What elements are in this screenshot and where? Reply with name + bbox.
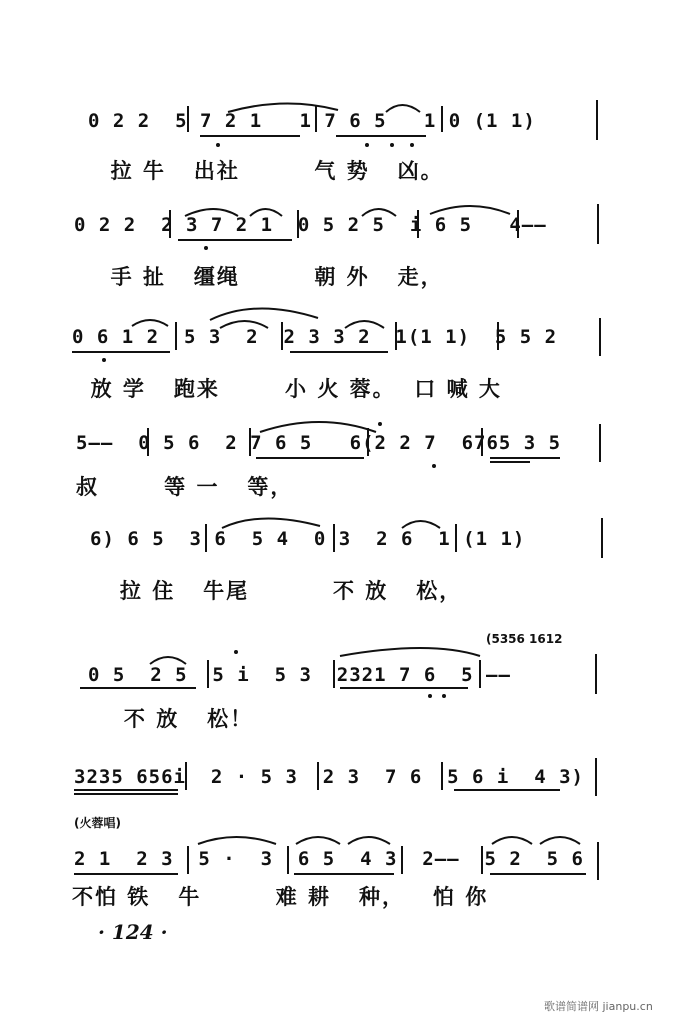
octave-dot [442, 694, 446, 698]
notation-line-5: 6) 6 5 3 6 5 4 0 3 2 6 1 (1 1) [90, 528, 526, 550]
site-watermark: 歌谱简谱网 jianpu.cn [544, 1000, 653, 1013]
lyrics-line-6: 不 放 松！ [96, 706, 254, 731]
octave-dot [204, 246, 208, 250]
notation-line-7: 3235 656i 2 · 5 3 2 3 7 6 5 6 i 4 3) [74, 766, 584, 788]
notation-line-2: 0 2 2 2 3 7 2 1 0 5 2 5 i 6 5 4—— [74, 214, 547, 236]
page-number: · 124 · [98, 920, 168, 944]
lyrics-line-4: 叔 等 一 等， [76, 474, 294, 499]
slur [210, 308, 318, 320]
slur [402, 521, 440, 528]
octave-dot [428, 694, 432, 698]
octave-dot [378, 422, 382, 426]
notation-line-6: 0 5 2 5 5 i 5 3 2321 7 6 5 —— [88, 664, 511, 686]
notation-line-4: 5—— 0 5 6 2 7 6 5 6(2 2 7 6765 3 5 [76, 432, 562, 454]
slur [430, 206, 510, 214]
lyrics-line-5: 拉 住 牛尾 不 放 松， [92, 578, 463, 603]
slur [150, 657, 186, 664]
octave-dot [432, 464, 436, 468]
slur [260, 422, 376, 432]
notation-line-8: 2 1 2 3 5 · 3 6 5 4 3 2—— 5 2 5 6 [74, 848, 584, 870]
octave-dot [102, 358, 106, 362]
slur [340, 648, 480, 656]
octave-dot [234, 650, 238, 654]
slur [296, 837, 340, 844]
slur [540, 837, 580, 844]
slur [222, 518, 320, 528]
slur [492, 837, 532, 844]
lyrics-line-3: 放 学 跑来 小 火 蓉。 口 喊 大 [72, 376, 502, 401]
bracket-annotation: (5356 1612 [486, 632, 563, 646]
octave-dot [410, 143, 414, 147]
slur [198, 837, 276, 844]
octave-dot [216, 143, 220, 147]
singer-annotation: (火蓉唱) [74, 816, 121, 830]
octave-dot [365, 143, 369, 147]
notation-line-3: 0 6 1 2 5 3 2 2 3 3 2 1(1 1) 5 5 2 [72, 326, 558, 348]
lyrics-line-8: 不怕 铁 牛 难 耕 种， 怕 你 [72, 884, 489, 909]
notation-line-1: 0 2 2 5 7 2 1 1 7 6 5 1 0 (1 1) [88, 110, 536, 132]
octave-dot [390, 143, 394, 147]
slur [348, 837, 390, 844]
lyrics-line-2: 手 扯 缰绳 朝 外 走， [92, 264, 444, 289]
lyrics-line-1: 拉 牛 出社 气 势 凶。 [92, 158, 444, 183]
